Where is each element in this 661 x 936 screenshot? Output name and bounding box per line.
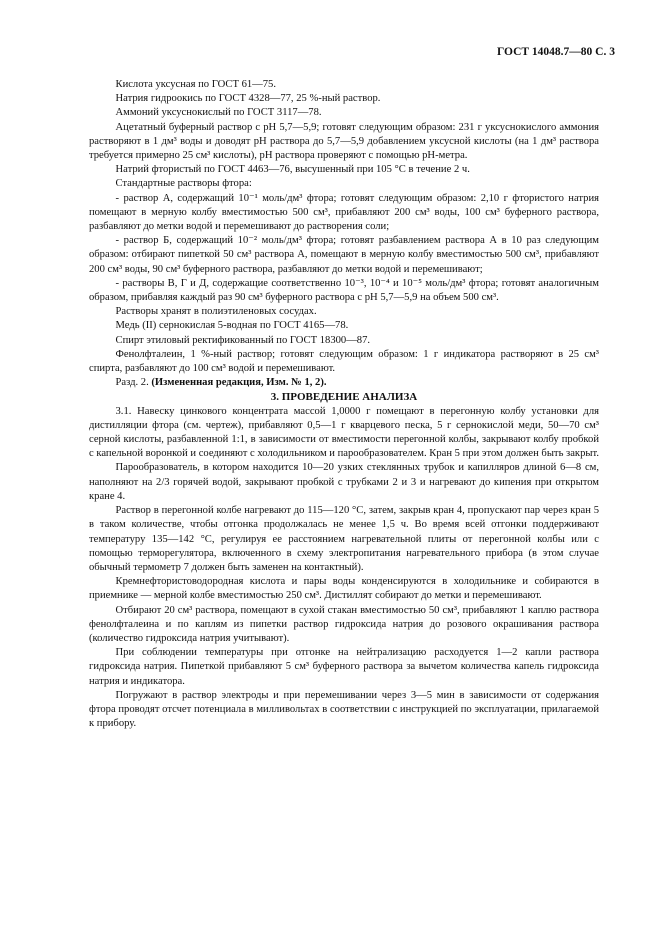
analysis-paragraph: Раствор в перегонной колбе нагревают до 115—120 °С, затем, закрыв кран 4, пропускают пар через кран 5 в таком количестве, чтобы отгонка продолжалась не менее 1,5 ч. Во время всей отгонки поддерживают температуру 135—142 °С, регулируя ее расстоянием нагревательной плиты от перегонной колбы или с помощью терморегулятора, включенного в схему электропитания нагревательного прибора (в этом случае обычный термометр 7 должен быть заменен на контактный).	[89, 505, 599, 573]
analysis-paragraph: Погружают в раствор электроды и при перемешивании через 3—5 мин в зависимости от содержания фтора проводят отсчет потенциала в милливольтах в соответствии с инструкцией по эксплуатации, прилагаемой к прибору.	[89, 689, 599, 730]
reagent-paragraph: Натрия гидроокись по ГОСТ 4328—77, 25 %-ный раствор.	[115, 93, 381, 105]
reagent-paragraph: Фенолфталеин, 1 %-ный раствор; готовят следующим образом: 1 г индикатора растворяют в 25 см³ спирта, разбавляют до 100 см³ водой и перемешивают.	[89, 348, 599, 375]
section-title: 3. ПРОВЕДЕНИЕ АНАЛИЗА	[270, 391, 418, 404]
page-header: ГОСТ 14048.7—80 С. 3	[496, 46, 615, 58]
edition-note: (Измененная редакция, Изм. № 1, 2).	[151, 377, 327, 389]
reagent-paragraph: Аммоний уксуснокислый по ГОСТ 3117—78.	[115, 107, 322, 119]
reagent-paragraph: Ацетатный буферный раствор с рН 5,7—5,9; готовят следующим образом: 231 г уксуснокислого аммония растворяют в 1 дм³ воды и доводят рН раствора до 5,7—5,9 добавлением уксусной кислоты (на 1 дм³ раствора требуется примерно 25 см³ кислоты), рН раствора проверяют с помощью рН-метра.	[89, 121, 599, 162]
analysis-paragraph: При соблюдении температуры при отгонке на нейтрализацию расходуется 1—2 капли раствора гидроксида натрия. Пипеткой прибавляют 5 см³ буферного раствора за вычетом количества капель гидроксида натрия и индикатора.	[89, 647, 599, 687]
analysis-paragraph: Отбирают 20 см³ раствора, помещают в сухой стакан вместимостью 50 см³, прибавляют 1 каплю раствора фенолфталеина и по каплям из пипетки раствор гидроксида натрия до розового окрашивания раствора (количество гидроксида натрия учитывают).	[89, 604, 599, 644]
analysis-paragraph: 3.1. Навеску цинкового концентрата массой 1,0000 г помещают в перегонную колбу установки для дистилляции фтора (см. чертеж), прибавляют 0,5—1 г кварцевого песка, 5 г сернокислой меди, 50—70 см³ серной кислоты, разбавленной 1:1, в зависимости от вместимости перегонной колбы, закрывают колбу пробкой с капельной воронкой и соединяют с холодильником и парообразователем. Кран 5 при этом должен быть закрыт.	[89, 405, 599, 460]
reagent-paragraph: Растворы хранят в полиэтиленовых сосудах.	[115, 306, 317, 318]
edition-note-paragraph	[89, 376, 599, 390]
reagent-paragraph: - раствор А, содержащий 10⁻¹ моль/дм³ фтора; готовят следующим образом: 2,10 г фтористого натрия помещают в мерную колбу вместимостью 500 см³, прибавляют 200 см³ воды, 100 см³ буферного раствора, разбавляют до метки водой и перемешивают до растворения соли;	[89, 192, 599, 233]
edition-prefix: Разд. 2.	[115, 377, 152, 389]
reagent-paragraph: - растворы В, Г и Д, содержащие соответственно 10⁻³, 10⁻⁴ и 10⁻⁵ моль/дм³ фтора; готовят аналогичным образом, прибавляя каждый раз 90 см³ буферного раствора с рН 5,7—5,9 на объем 500 см³.	[89, 277, 599, 304]
reagent-paragraph: - раствор Б, содержащий 10⁻² моль/дм³ фтора; готовят разбавлением раствора А в 10 раз следующим образом: отбирают пипеткой 50 см³ раствора А, помещают в мерную колбу вместимостью 500 см³, прибавляют 200 см³ воды, 90 см³ буферного раствора, разбавляют до метки водой и перемешивают;	[89, 235, 599, 275]
analysis-paragraph: Парообразователь, в котором находится 10—20 узких стеклянных трубок и капилляров длиной 6—8 см, наполняют на 2/3 горячей водой, закрывают пробкой с трубками 2 и 3 и нагревают до кипения при открытом кране 4.	[89, 462, 599, 502]
analysis-paragraph: Кремнефтористоводородная кислота и пары воды конденсируются в холодильнике и собираются в приемнике — мерной колбе вместимостью 250 см³. Дистиллят собирают до метки и перемешивают.	[89, 576, 599, 602]
reagent-paragraph: Кислота уксусная по ГОСТ 61—75.	[115, 79, 276, 90]
document-body	[89, 78, 599, 731]
reagent-paragraph: Стандартные растворы фтора:	[115, 178, 252, 190]
reagent-paragraph: Спирт этиловый ректификованный по ГОСТ 18300—87.	[115, 334, 371, 346]
reagent-paragraph: Медь (II) сернокислая 5-водная по ГОСТ 4165—78.	[115, 320, 349, 332]
reagent-paragraph: Натрий фтористый по ГОСТ 4463—76, высушенный при 105 °С в течение 2 ч.	[115, 164, 470, 176]
